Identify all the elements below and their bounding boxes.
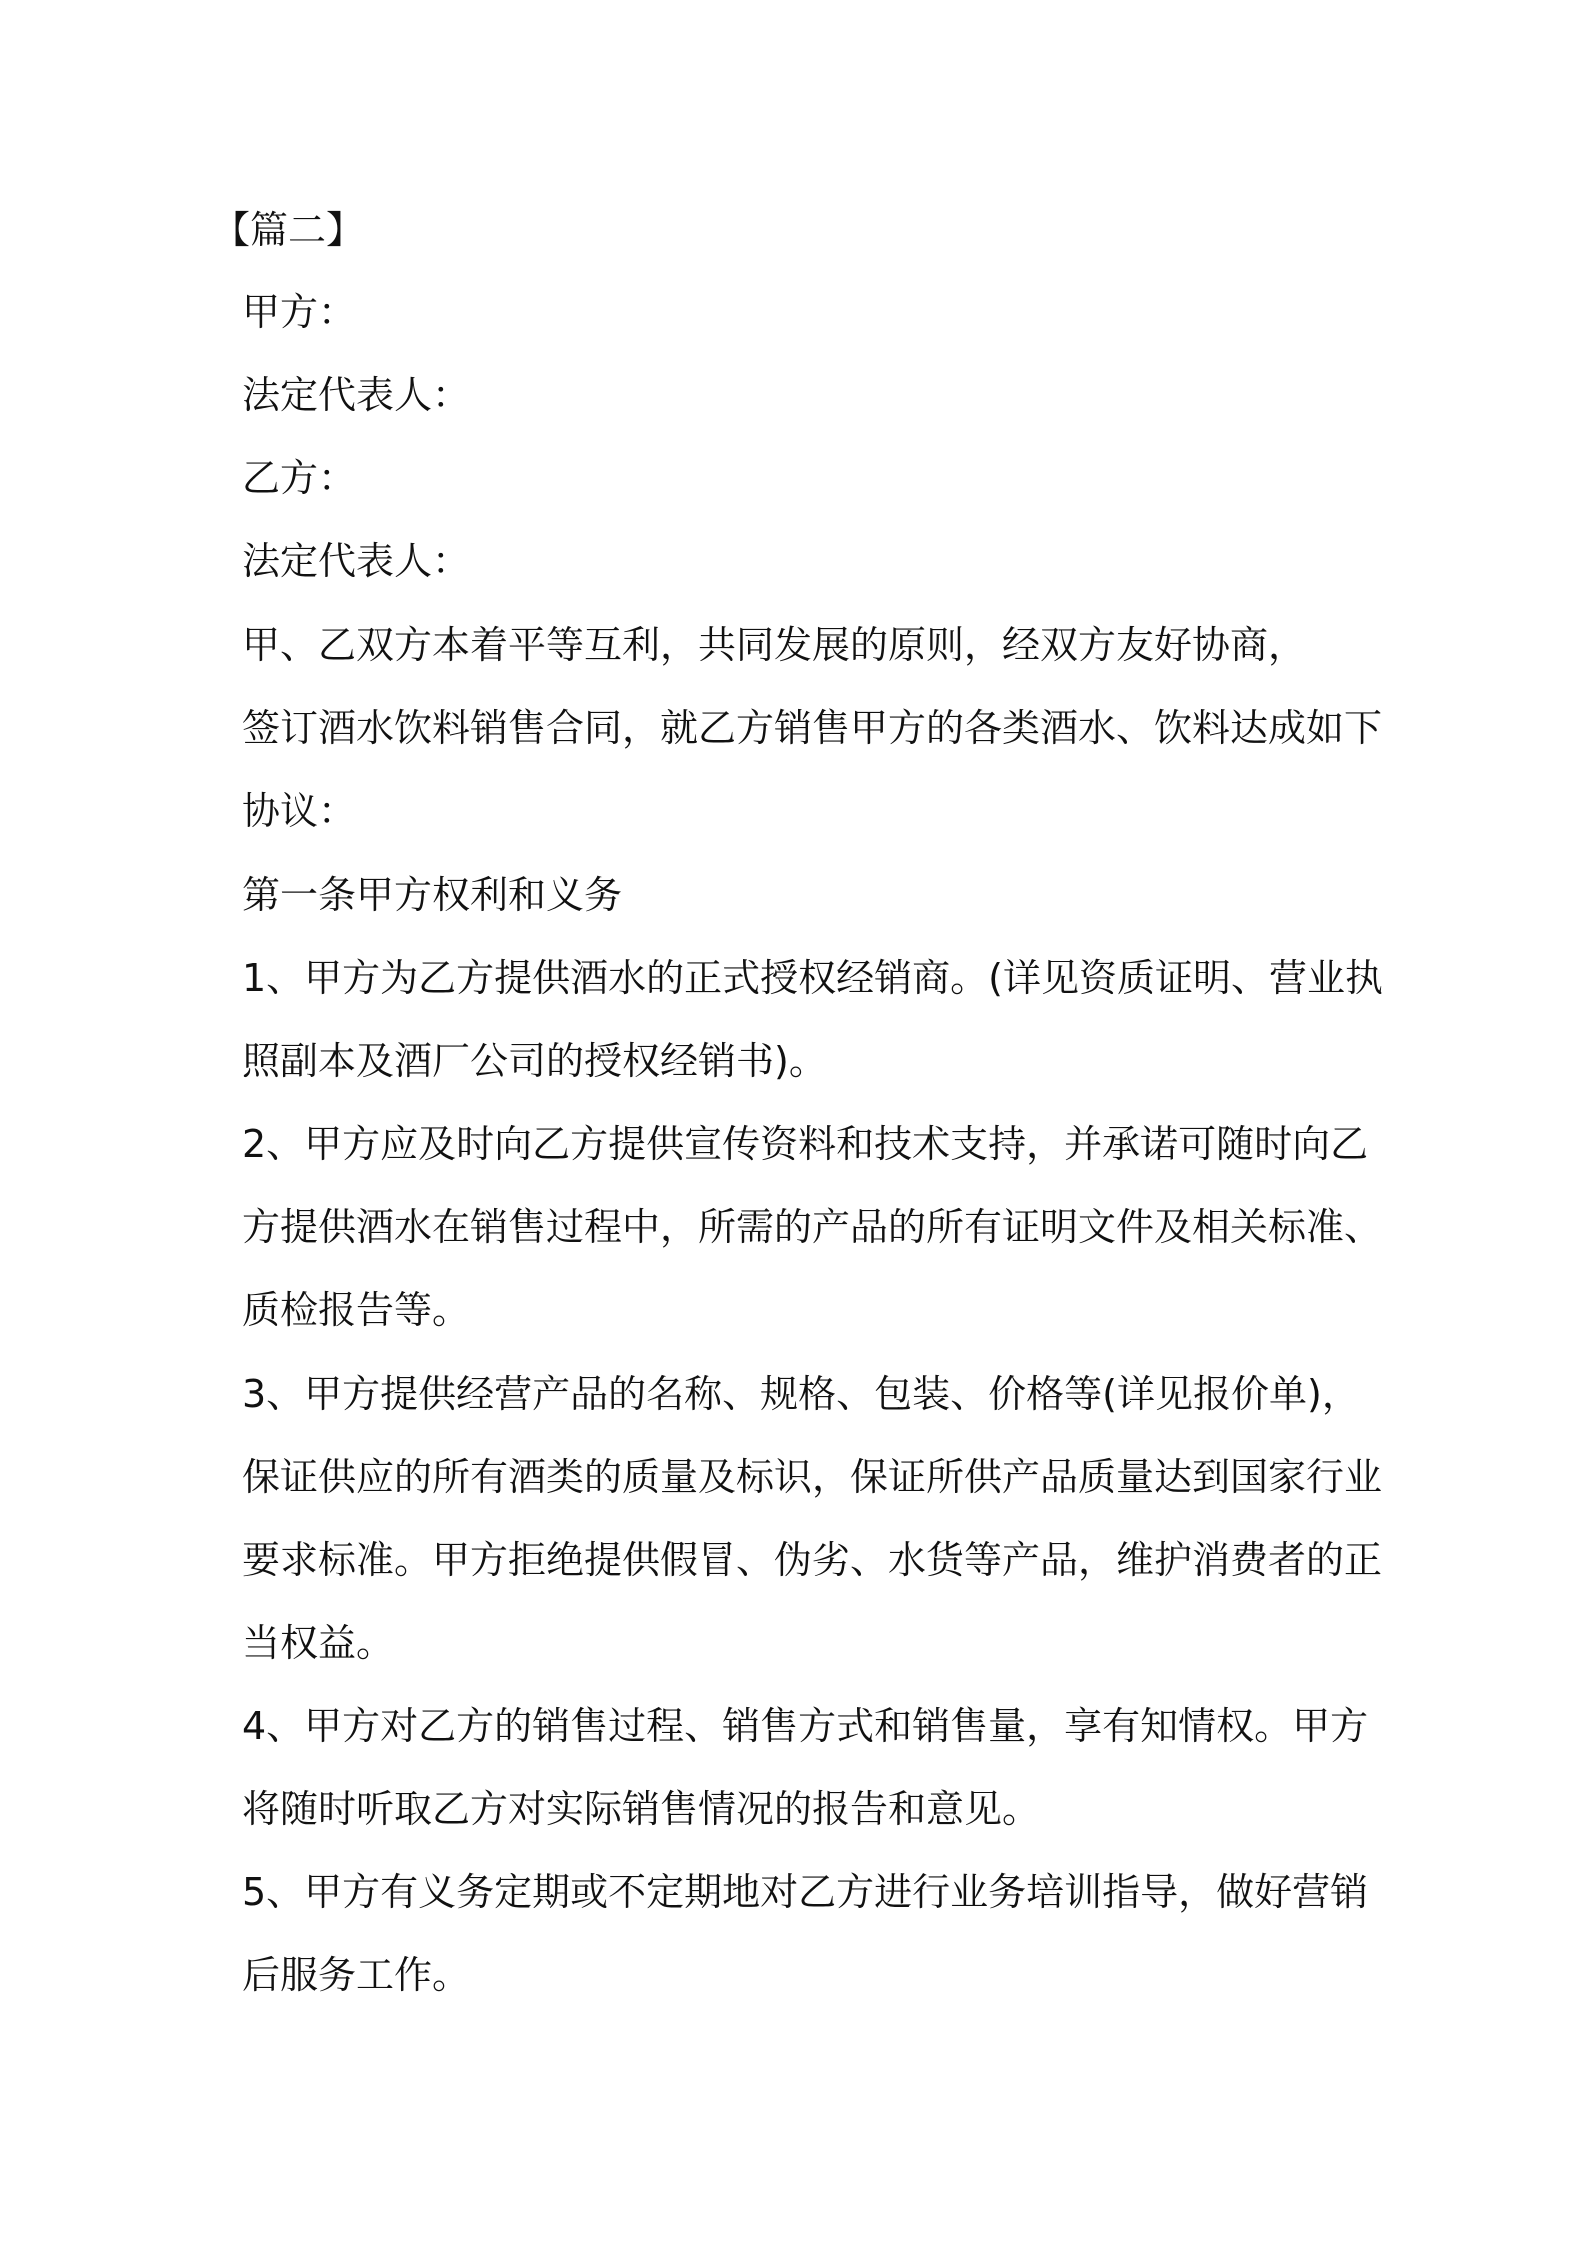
party-a-label: 甲方： [242,290,357,334]
party-b-representative-label: 法定代表人： [242,539,471,583]
clause-5-line-1: 5、甲方有义务定期或不定期地对乙方进行业务培训指导，做好营销 [242,1870,1369,1914]
clause-2-line-1: 2、甲方应及时向乙方提供宣传资料和技术支持，并承诺可随时向乙 [242,1122,1369,1166]
intro-line-3: 协议： [242,789,357,833]
party-b-label: 乙方： [242,456,357,500]
clause-3-line-1: 3、甲方提供经营产品的名称、规格、包装、价格等(详见报价单)， [242,1372,1360,1416]
party-a-representative-label: 法定代表人： [242,373,471,417]
clause-2-line-3: 质检报告等。 [242,1288,471,1332]
clause-4-line-2: 将随时听取乙方对实际销售情况的报告和意见。 [242,1787,1041,1831]
clause-5-line-2: 后服务工作。 [242,1953,471,1997]
intro-line-1: 甲、乙双方本着平等互利，共同发展的原则，经双方友好协商， [242,623,1307,667]
clause-3-line-2: 保证供应的所有酒类的质量及标识，保证所供产品质量达到国家行业 [242,1455,1383,1499]
clause-1-line-2: 照副本及酒厂公司的授权经销书)。 [242,1039,827,1083]
clause-1-line-1: 1、甲方为乙方提供酒水的正式授权经销商。(详见资质证明、营业执 [242,956,1384,1000]
clause-3-line-3: 要求标准。甲方拒绝提供假冒、伪劣、水货等产品，维护消费者的正 [242,1538,1383,1582]
section-heading: 【篇二】 [212,208,365,252]
clause-2-line-2: 方提供酒水在销售过程中，所需的产品的所有证明文件及相关标准、 [242,1205,1383,1249]
article-1-title: 第一条甲方权利和义务 [242,873,623,917]
intro-line-2: 签订酒水饮料销售合同，就乙方销售甲方的各类酒水、饮料达成如下 [242,706,1383,750]
clause-3-line-4: 当权益。 [242,1621,395,1665]
clause-4-line-1: 4、甲方对乙方的销售过程、销售方式和销售量，享有知情权。甲方 [242,1704,1369,1748]
